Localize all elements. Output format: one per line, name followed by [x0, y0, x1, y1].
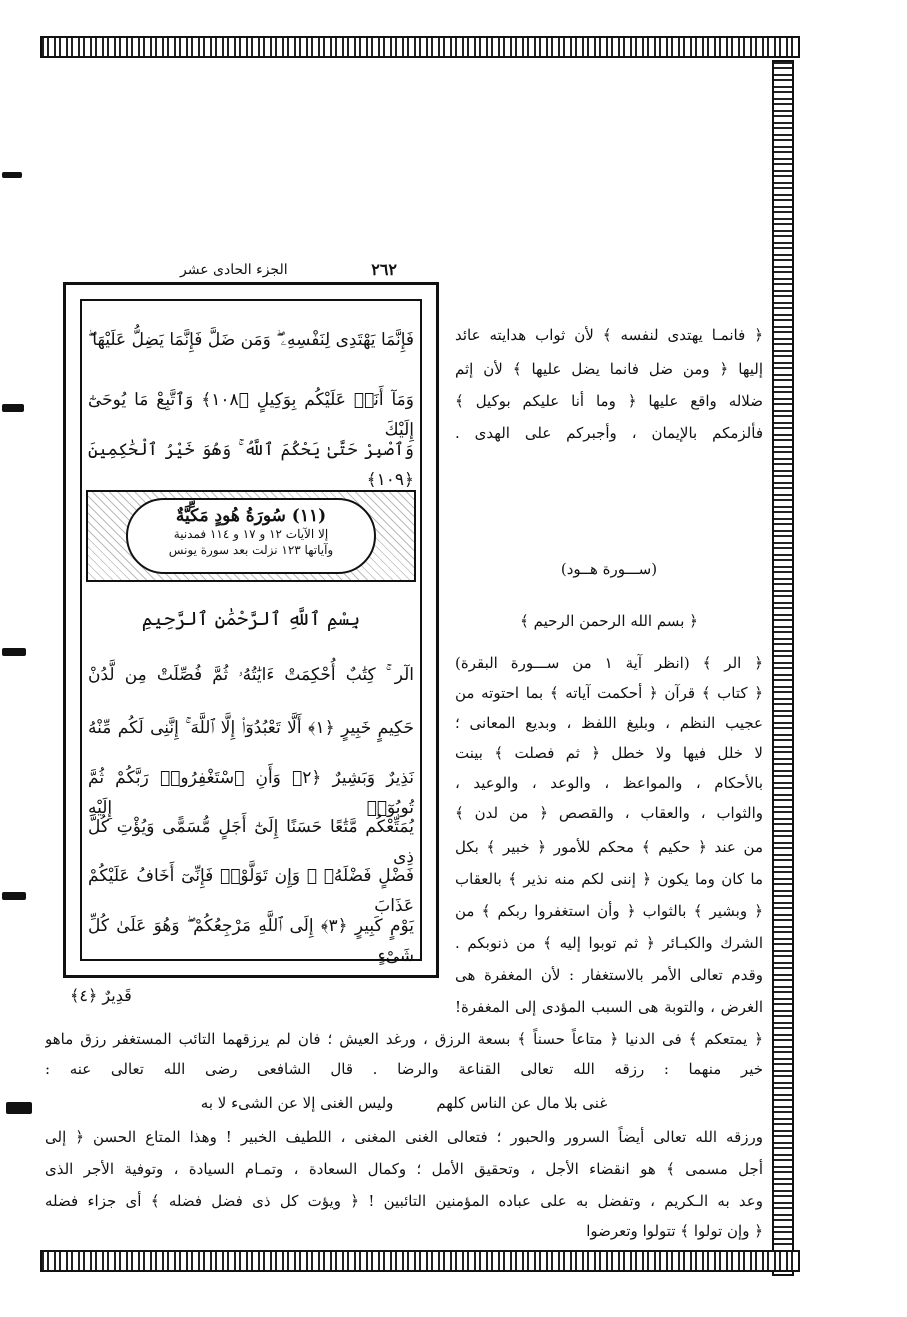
tafsir-line: ورزقه الله تعالى أيضاً السرور والحبور ؛ فتعالى الغنى المغنى ، اللطيف الخبير ! وهذا المتاع الحسن ﴿ إلى [45, 1128, 763, 1146]
margin-marker [2, 648, 26, 656]
surah-title-panel [86, 490, 416, 582]
quran-line: وَٱصْبِرْ حَتَّىٰ يَحْكُمَ ٱللَّهُ ۚ وَهُوَ خَيْرُ ٱلْحَٰكِمِينَ ﴿١٠٩﴾ [88, 440, 414, 490]
tafsir-line: بالأحكام ، والمواعظ ، والوعد ، والوعيد ، [455, 774, 763, 792]
top-border-band [40, 36, 800, 58]
page-header [180, 260, 405, 282]
quran-line: حَكِيمٍ خَبِيرٍ ﴿١﴾ أَلَّا تَعْبُدُوٓا۟ إِلَّا ٱللَّهَ ۚ إِنَّنِى لَكُم مِّنْهُ [88, 718, 414, 738]
tafsir-line: من عند ﴿ حكيم ﴾ محكم للأمور ﴿ خبير ﴾ بكل [455, 838, 763, 856]
tafsir-line: ﴿ وإن تولوا ﴾ تتولوا وتعرضوا [586, 1222, 763, 1240]
quran-line: فَإِنَّمَا يَهْتَدِى لِنَفْسِهِۦ ۖ وَمَن ضَلَّ فَإِنَّمَا يَضِلُّ عَلَيْهَا ۖ [88, 330, 414, 350]
surah-title: (١١) سُورَةُ هُودٍ مَكِّيَّةٌ [175, 506, 327, 526]
tafsir-line: وقدم تعالى الأمر بالاستغفار : لأن المغفرة هى [455, 966, 763, 984]
tafsir-line: ضلاله واقع عليها ﴿ وما أنا عليكم بوكيل ﴾ [455, 392, 763, 410]
quran-frame [63, 282, 439, 978]
tafsir-line: ﴿ وبشير ﴾ بالثواب ﴿ وأن استغفروا ربكم ﴾ من [455, 902, 763, 920]
tafsir-line: إليها ﴿ ومن ضل فانما يضل عليها ﴾ لأن إثم [455, 360, 763, 378]
surah-title-cartouche [126, 498, 376, 574]
basmala: بِسْمِ ٱللَّهِ ٱلرَّحْمَٰنِ ٱلرَّحِيمِ [141, 608, 361, 630]
margin-marker [2, 404, 24, 412]
poem-verse: غنى بلا مال عن الناس كلهم وليس الغنى إلا عن الشىء لا به [200, 1094, 608, 1112]
tafsir-line: وعد به الـكريم ، وتفضل به على عباده المؤمنين التائبين ! ﴿ ويؤت كل ذى فضل فضله ﴾ أى جزاء فضله [45, 1192, 763, 1210]
tafsir-line: أجل مسمى ﴾ هو انقضاء الأجل ، وتحقيق الأمل ؛ وكمال السعادة ، وتمـام السيادة ، وتوفية الأجر الذى [45, 1160, 763, 1178]
tafsir-line: الشرك والكبـائر ﴿ ثم توبوا إليه ﴾ من ذنوبكم . [455, 934, 763, 952]
surah-subtitle: إلا الآيات ١٢ و ١٧ و ١١٤ فمدنية [173, 527, 329, 541]
surah-subtitle: وآياتها ١٢٣ نزلت بعد سورة يونس [168, 543, 334, 557]
tafsir-line: خير منهما : رزقه الله تعالى القناعة والرضا . قال الشافعى رضى الله تعالى عنه : [45, 1060, 763, 1078]
tafsir-line: فألزمكم بالإيمان ، وأجبركم على الهدى . [455, 424, 763, 442]
juz-title: الجزء الحادى عشر [180, 262, 288, 278]
tafsir-line: ﴿ يمتعكم ﴾ فى الدنيا ﴿ متاعاً حسناً ﴾ بسعة الرزق ، ورغد العيش ؛ فان لم يرزقهما التائب المستغفر رزق ماهو [45, 1030, 763, 1048]
quran-line: فَضْلٍ فَضْلَهُۥ ۖ وَإِن تَوَلَّوْا۟ فَإِنِّىٓ أَخَافُ عَلَيْكُمْ عَذَابَ [88, 866, 414, 916]
tafsir-line: ﴿ كتاب ﴾ قرآن ﴿ أحكمت آياته ﴾ بما احتوته من [455, 684, 763, 702]
tafsir-line: والثواب ، والعقاب ، والقصص ﴿ من لدن ﴾ [455, 804, 763, 822]
surah-heading: (ســـورة هــود) [560, 560, 658, 578]
tafsir-line: عجيب النظم ، وبليغ اللفظ ، وبديع المعانى ؛ [455, 714, 763, 732]
page-number: ٢٦٢ [371, 260, 397, 279]
margin-marker [6, 1102, 32, 1114]
quran-line: نَذِيرٌ وَبَشِيرٌ ﴿٢﴾ وَأَنِ ٱسْتَغْفِرُوا۟ رَبَّكُمْ ثُمَّ تُوبُوٓا۟ إِلَيْهِ [88, 768, 414, 818]
margin-marker [2, 172, 22, 178]
basmala-heading: ﴿ بسم الله الرحمن الرحيم ﴾ [520, 612, 698, 630]
right-border-band [772, 60, 794, 1276]
quran-line: يَوْمٍ كَبِيرٍ ﴿٣﴾ إِلَى ٱللَّهِ مَرْجِعُكُمْ ۖ وَهُوَ عَلَىٰ كُلِّ شَىْءٍ [88, 916, 414, 966]
margin-marker [2, 892, 26, 900]
tafsir-line: ﴿ الر ﴾ (انظر آية ١ من ســـورة البقرة) [455, 654, 763, 672]
quran-line-end: قَدِيرٌ ﴿٤﴾ [70, 986, 132, 1005]
quran-line: الٓر ۚ كِتَٰبٌ أُحْكِمَتْ ءَايَٰتُهُۥ ثُمَّ فُصِّلَتْ مِن لَّدُنْ [88, 665, 414, 685]
tafsir-line: الغرض ، والتوبة هى السبب المؤدى إلى المغفرة! [455, 998, 763, 1016]
bottom-border-band [40, 1250, 800, 1272]
tafsir-line: لا خلل فيها ولا خطل ﴿ ثم فصلت ﴾ بينت [455, 744, 763, 762]
tafsir-line: ﴿ فانمـا يهتدى لنفسه ﴾ لأن ثواب هدايته عائد [455, 326, 763, 344]
tafsir-line: ما كان وما يكون ﴿ إننى لكم منه نذير ﴾ بالعقاب [455, 870, 763, 888]
quran-line: وَمَآ أَنَا۠ عَلَيْكُم بِوَكِيلٍ ﴿١٠٨﴾ وَٱتَّبِعْ مَا يُوحَىٰٓ إِلَيْكَ [88, 390, 414, 440]
quran-line: يُمَتِّعْكُم مَّتَٰعًا حَسَنًا إِلَىٰٓ أَجَلٍ مُّسَمًّى وَيُؤْتِ كُلَّ ذِى [88, 817, 414, 867]
